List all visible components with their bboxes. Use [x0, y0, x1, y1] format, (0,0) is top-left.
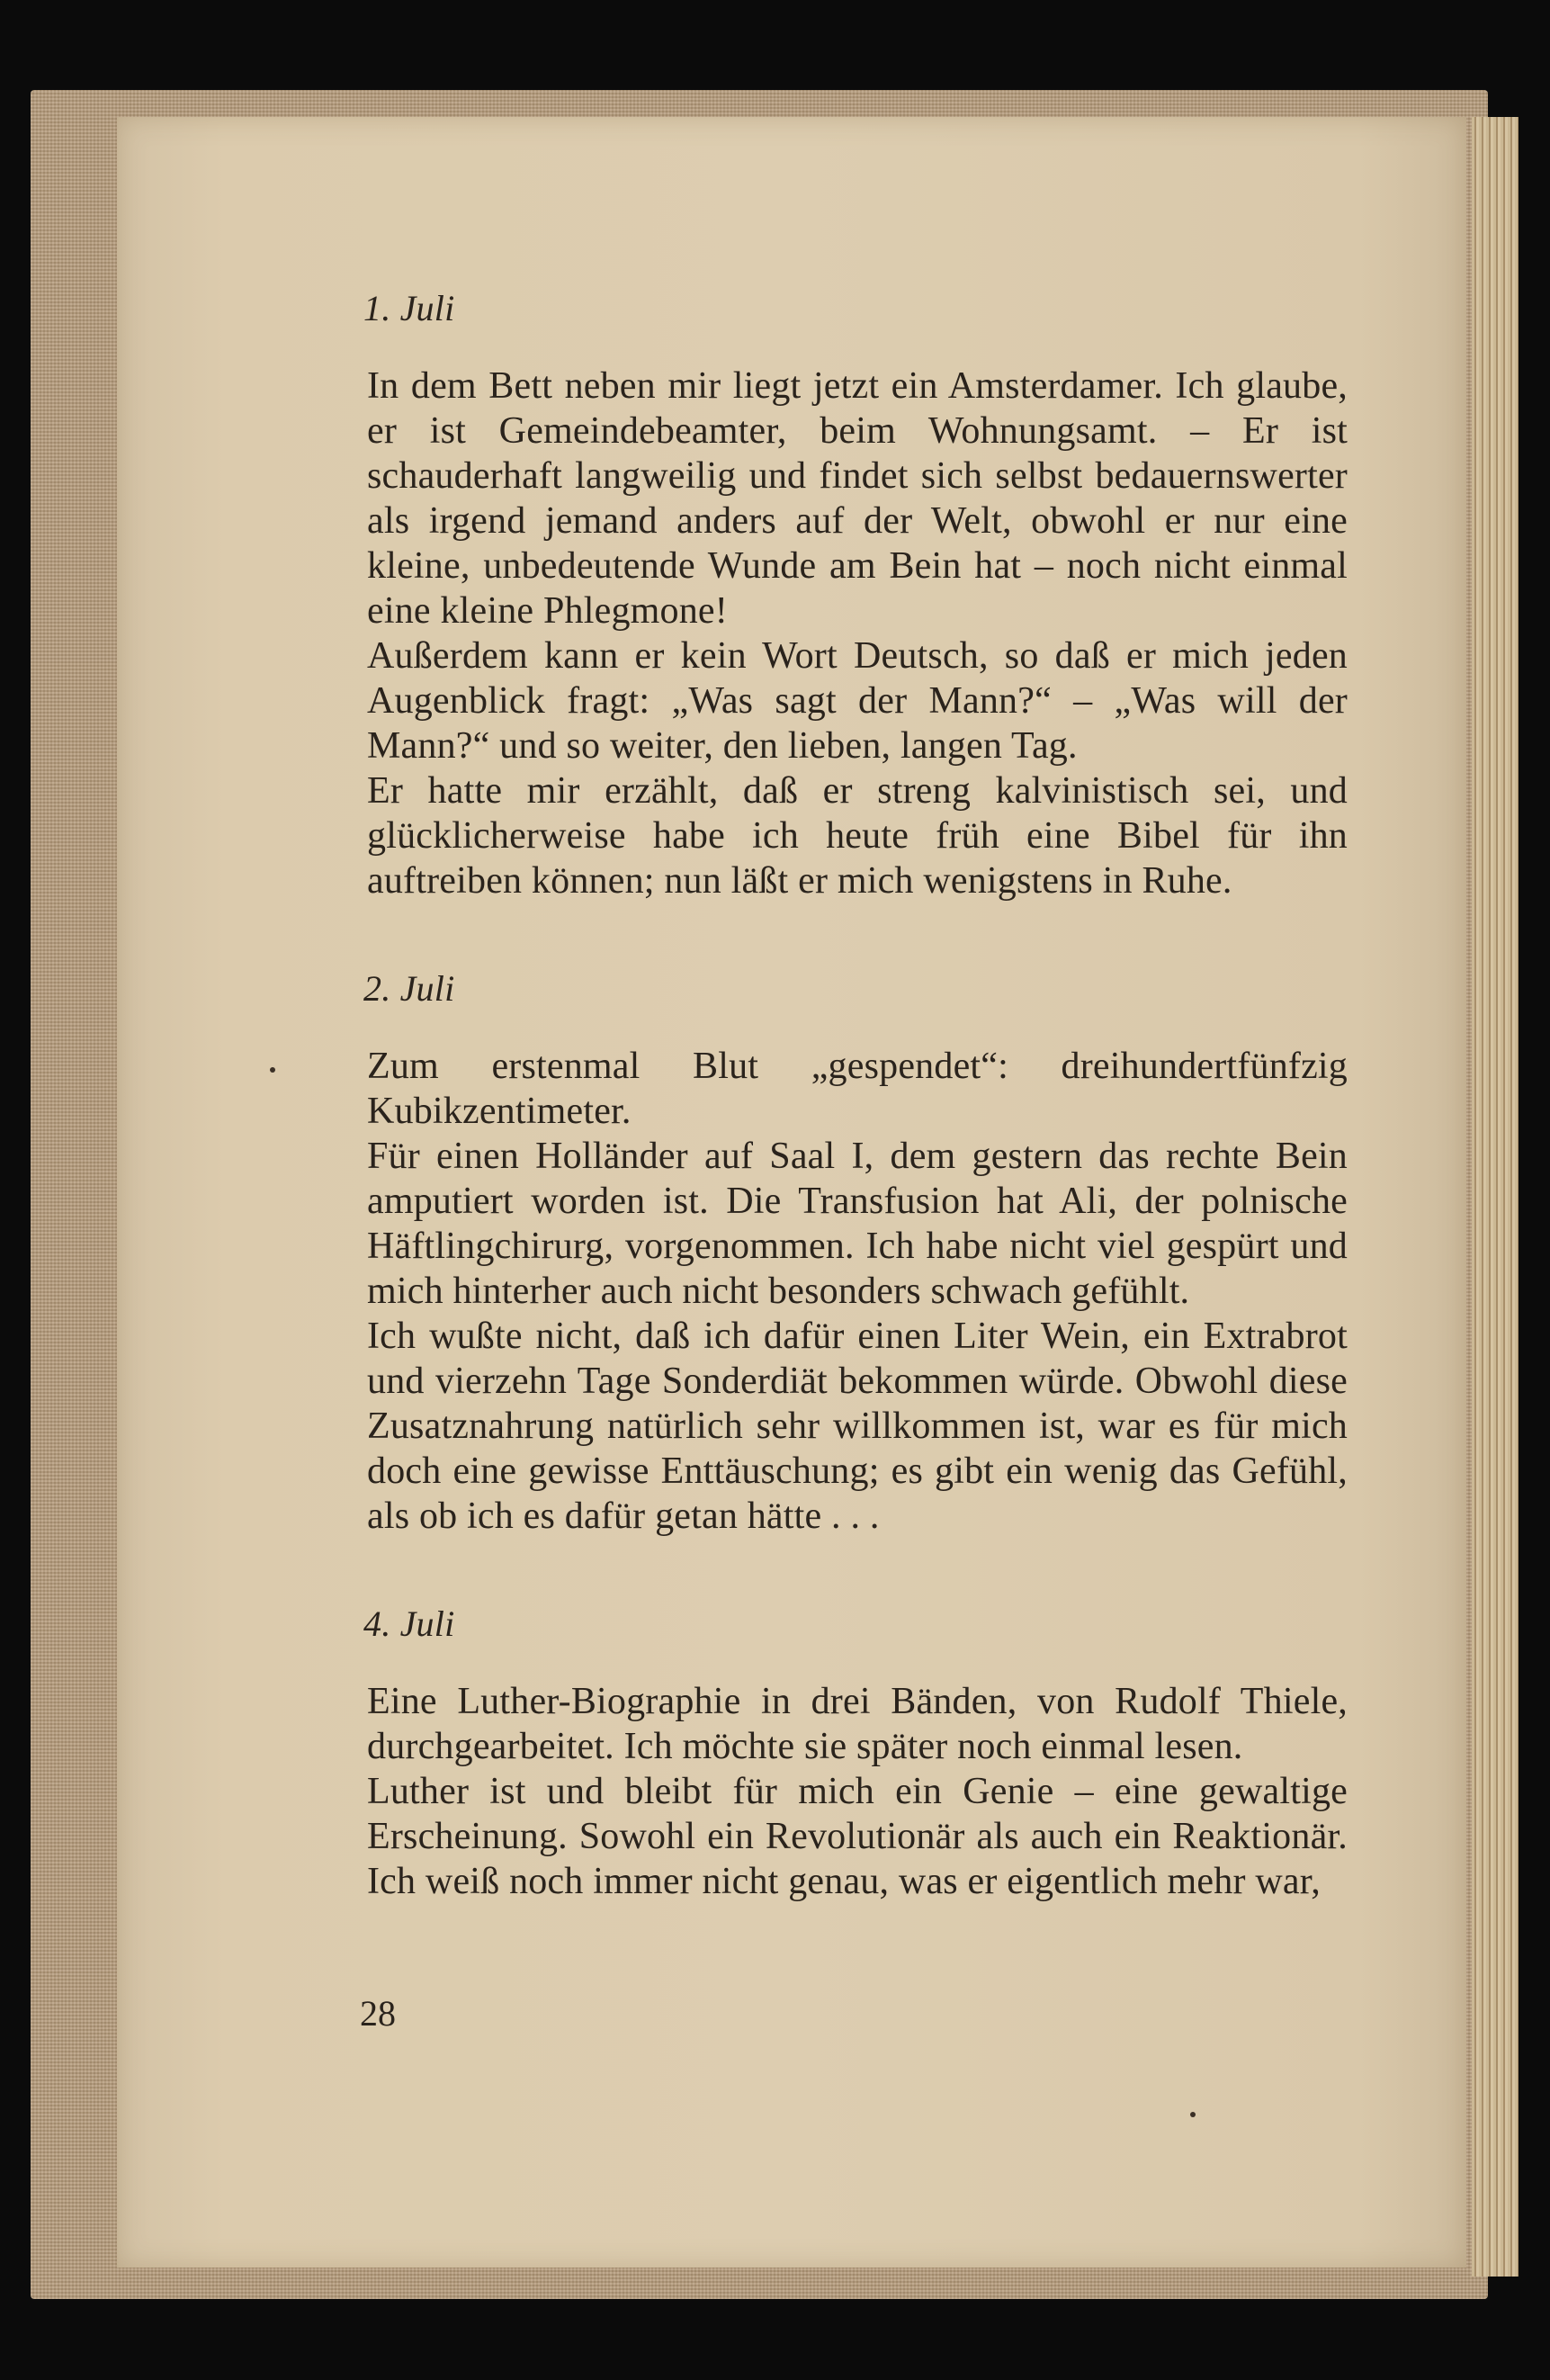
paper-speck [1190, 2112, 1196, 2117]
paragraph: In dem Bett neben mir liegt jetzt ein Amsterdamer. Ich glaube, er ist Gemeindebeamter, beim Wohnungsamt. – Er ist schauderhaft langweilig und findet sich selbst bedauernswerter als irgend jemand anders auf der Welt, obwohl er nur eine kleine, unbedeutende Wunde am Bein hat – noch nicht einmal eine kleine Phlegmone! [367, 365, 1348, 632]
paragraph: Außerdem kann er kein Wort Deutsch, so daß er mich jeden Augenblick fragt: „Was sagt der Mann?“ – „Was will der Mann?“ und so weiter, den lieben, langen Tag. [367, 635, 1348, 767]
page-number: 28 [360, 1993, 396, 2034]
diary-entry [363, 1602, 1348, 1904]
diary-entry [363, 286, 1348, 903]
paper-speck [270, 1067, 275, 1073]
entry-date: 2. Juli [363, 968, 455, 1009]
paragraph: Für einen Holländer auf Saal I, dem gestern das rechte Bein amputiert worden ist. Die Transfusion hat Ali, der polnische Häftlingchirurg, vorgenommen. Ich habe nicht viel gespürt und mich hinterher auch nicht besonders schwach gefühlt. [367, 1136, 1348, 1312]
diary-entry [363, 966, 1348, 1539]
paragraph: Zum erstenmal Blut „gespendet“: dreihundertfünfzig Kubikzentimeter. [367, 1046, 1348, 1132]
paragraph: Er hatte mir erzählt, daß er streng kalvinistisch sei, und glücklicherweise habe ich heute früh eine Bibel für ihn auftreiben können; nun läßt er mich wenigstens in Ruhe. [367, 770, 1348, 902]
page-edges [1472, 117, 1519, 2277]
paragraph: Luther ist und bleibt für mich ein Genie – eine gewaltige Erscheinung. Sowohl ein Revolutionär als auch ein Reaktionär. Ich weiß noch immer nicht genau, was er eigentlich mehr war, [367, 1771, 1348, 1902]
page-text [363, 286, 1348, 1904]
entry-date: 4. Juli [363, 1603, 455, 1644]
entry-date: 1. Juli [363, 288, 455, 328]
paragraph: Eine Luther-Biographie in drei Bänden, von Rudolf Thiele, durchgearbeitet. Ich möchte sie später noch einmal lesen. [367, 1681, 1348, 1767]
paragraph: Ich wußte nicht, daß ich dafür einen Liter Wein, ein Extrabrot und vierzehn Tage Sonderdiät bekommen würde. Obwohl diese Zusatznahrung natürlich sehr willkommen ist, war es für mich doch eine gewisse Enttäuschung; es gibt ein wenig das Gefühl, als ob ich es dafür getan hätte . . . [367, 1316, 1348, 1537]
